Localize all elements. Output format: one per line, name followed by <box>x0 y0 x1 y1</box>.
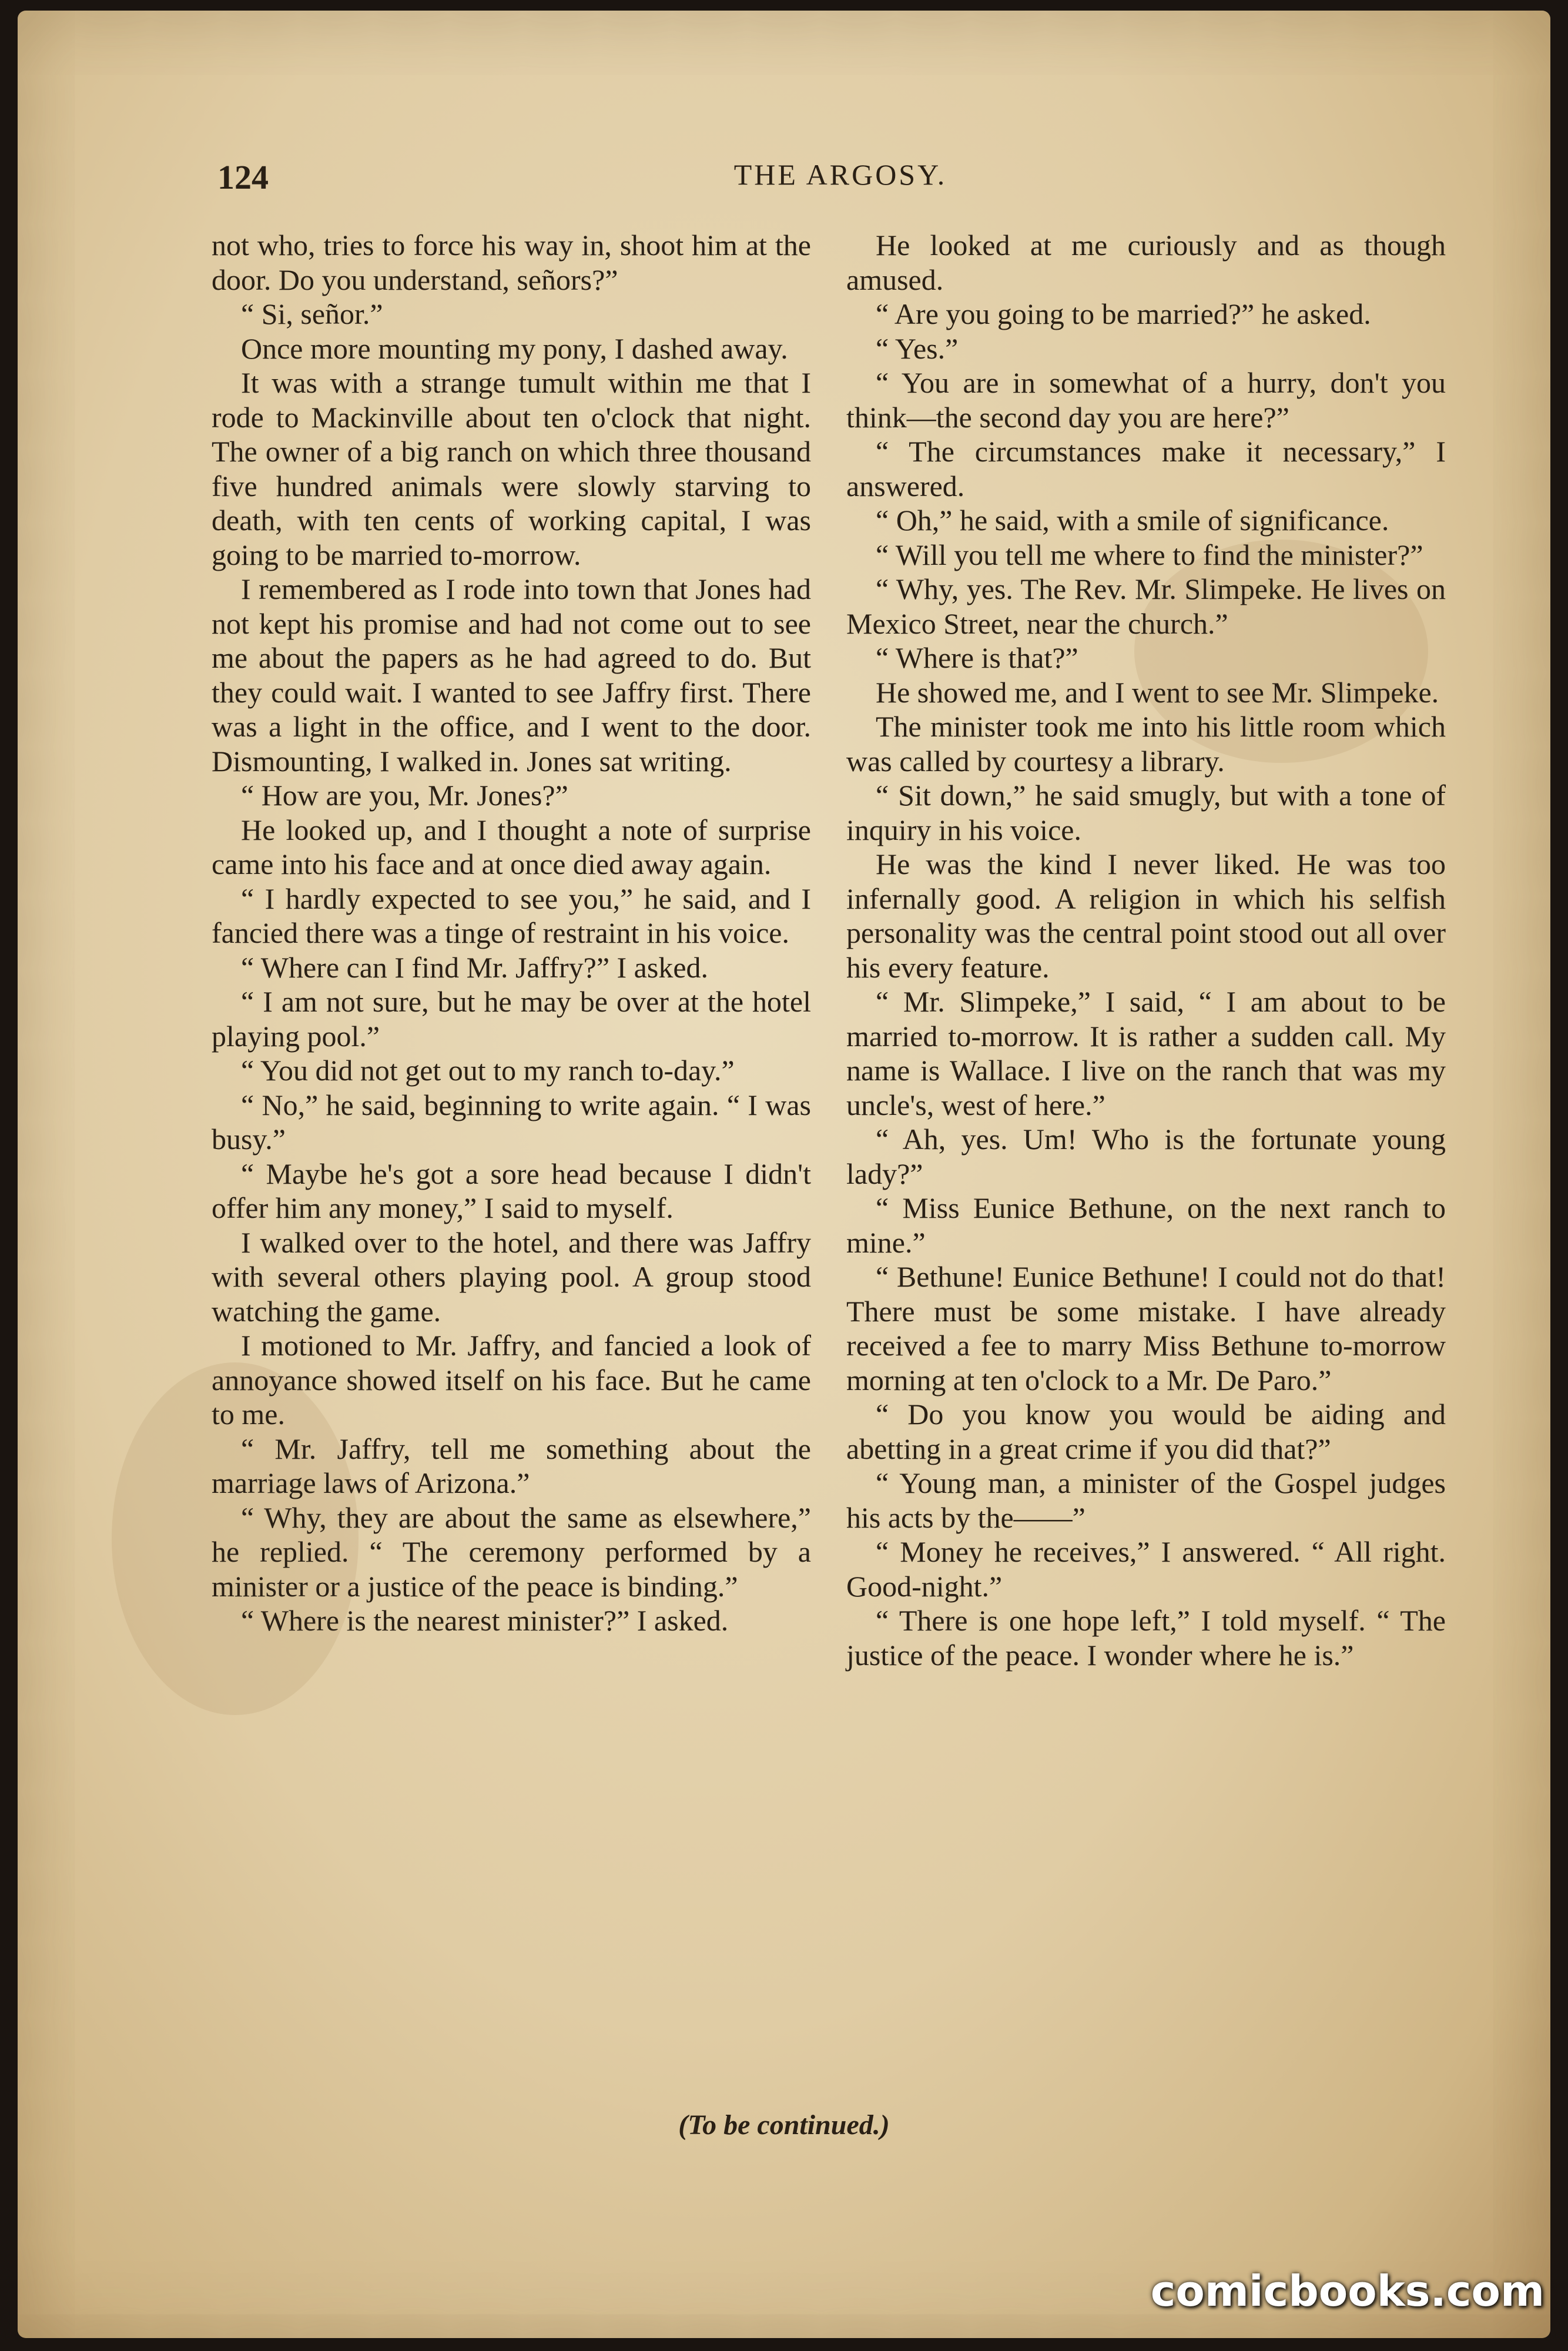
left-column <box>212 228 811 1638</box>
paragraph: “ Money he receives,” I answered. “ All right. Good-night.” <box>846 1535 1446 1603</box>
paragraph: “ Will you tell me where to find the minister?” <box>876 538 1423 571</box>
paragraph: “ How are you, Mr. Jones?” <box>241 779 568 812</box>
paragraph: “ I am not sure, but he may be over at the hotel playing pool.” <box>212 985 811 1053</box>
paragraph: “ Why, yes. The Rev. Mr. Slimpeke. He lives on Mexico Street, near the church.” <box>846 572 1446 640</box>
paragraph: “ Si, señor.” <box>241 297 383 330</box>
paragraph: “ Sit down,” he said smugly, but with a tone of inquiry in his voice. <box>846 779 1446 846</box>
paragraph: “ You did not get out to my ranch to-day.” <box>241 1054 735 1087</box>
paragraph: I remembered as I rode into town that Jones had not kept his promise and had not come out to see me about the papers as he had agreed to do. But they could wait. I wanted to see Jaffry first. There was a light in the office, and I went to the door. Dismounting, I walked in. Jones sat writing. <box>212 572 811 778</box>
paragraph: “ I hardly expected to see you,” he said, and I fancied there was a tinge of restraint in his voice. <box>212 882 811 949</box>
paragraph: “ You are in somewhat of a hurry, don't you think—the second day you are here?” <box>846 366 1446 434</box>
page-number: 124 <box>217 158 269 196</box>
paragraph: “ Mr. Jaffry, tell me something about the marriage laws of Arizona.” <box>212 1432 811 1499</box>
right-column <box>846 228 1446 1672</box>
paragraph: “ No,” he said, beginning to write again. “ I was busy.” <box>212 1088 811 1156</box>
paragraph: He looked up, and I thought a note of surprise came into his face and at once died away again. <box>212 813 811 880</box>
running-head: THE ARGOSY. <box>733 158 947 191</box>
paragraph: It was with a strange tumult within me that I rode to Mackinville about ten o'clock that night. The owner of a big ranch on which three thousand five hundred animals were slowly starving to death, with ten cents of working capital, I was going to be married to-morrow. <box>212 366 811 571</box>
paragraph: “ Miss Eunice Bethune, on the next ranch to mine.” <box>846 1191 1446 1259</box>
magazine-page <box>18 11 1550 2338</box>
paragraph: Once more mounting my pony, I dashed away. <box>241 331 788 365</box>
paragraph: He was the kind I never liked. He was too infernally good. A religion in which his selfish personality was the central point stood out all over his every feature. <box>846 848 1446 984</box>
paragraph: “ Young man, a minister of the Gospel judges his acts by the——” <box>846 1466 1446 1534</box>
paragraph: “ Where can I find Mr. Jaffry?” I asked. <box>241 950 709 984</box>
paragraph: “ Why, they are about the same as elsewhere,” he replied. “ The ceremony performed by a minister or a justice of the peace is binding.” <box>212 1501 811 1603</box>
paragraph: The minister took me into his little room which was called by courtesy a library. <box>846 710 1446 778</box>
page-header <box>217 158 1463 210</box>
paragraph: “ Bethune! Eunice Bethune! I could not do that! There must be some mistake. I have already received a fee to marry Miss Bethune to-morrow morning at ten o'clock to a Mr. De Paro.” <box>846 1260 1446 1396</box>
paragraph: I motioned to Mr. Jaffry, and fancied a look of annoyance showed itself on his face. But he came to me. <box>212 1329 811 1431</box>
paragraph: “ Ah, yes. Um! Who is the fortunate young lady?” <box>846 1123 1446 1190</box>
paragraph: “ Yes.” <box>876 331 959 365</box>
paragraph: “ Where is the nearest minister?” I asked. <box>241 1604 729 1637</box>
paragraph: “ Where is that?” <box>876 641 1078 674</box>
paragraph: “ Do you know you would be aiding and abetting in a great crime if you did that?” <box>846 1398 1446 1465</box>
paragraph: I walked over to the hotel, and there was Jaffry with several others playing pool. A group stood watching the game. <box>212 1225 811 1328</box>
paragraph: “ The circumstances make it necessary,” I answered. <box>846 435 1446 503</box>
watermark-logo: comicbooks.com <box>1150 2266 1544 2316</box>
paragraph: “ Are you going to be married?” he asked. <box>876 297 1371 330</box>
paragraph: “ Maybe he's got a sore head because I didn't offer him any money,” I said to myself. <box>212 1157 811 1224</box>
paragraph: He looked at me curiously and as though amused. <box>846 229 1446 296</box>
paragraph: “ Mr. Slimpeke,” I said, “ I am about to be married to-morrow. It is rather a sudden call. My name is Wallace. I live on the ranch that was my uncle's, west of here.” <box>846 985 1446 1121</box>
paragraph: He showed me, and I went to see Mr. Slimpeke. <box>876 675 1439 709</box>
to-be-continued: (To be continued.) <box>678 2109 890 2141</box>
paragraph: not who, tries to force his way in, shoot him at the door. Do you understand, señors?” <box>212 229 811 296</box>
paragraph: “ Oh,” he said, with a smile of significance. <box>876 504 1389 537</box>
paragraph: “ There is one hope left,” I told myself. “ The justice of the peace. I wonder where he is.” <box>846 1604 1446 1672</box>
